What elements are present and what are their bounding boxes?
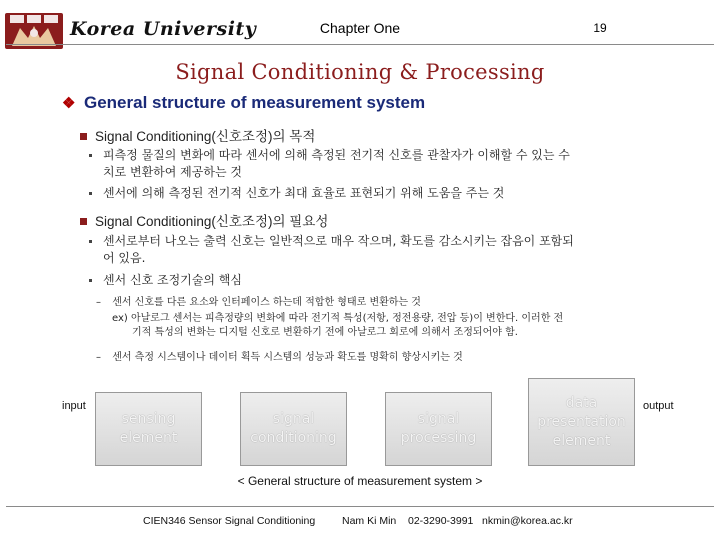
sub-item-text: 센서 측정 시스템이나 데이터 획득 시스템의 성능과 확도를 명확히 향상시키는 것 — [112, 352, 463, 363]
footer-divider — [6, 506, 714, 507]
bullet-dot-icon — [89, 240, 92, 243]
group-heading-text: Signal Conditioning(신호조정)의 필요성 — [95, 214, 329, 229]
sub-item — [96, 296, 696, 310]
footer-course: CIEN346 Sensor Signal Conditioning — [143, 515, 316, 527]
university-name: Korea University — [70, 18, 257, 40]
list-item — [103, 185, 683, 202]
dash-bullet: – — [96, 352, 101, 363]
group-heading-text: Signal Conditioning(신호조정)의 목적 — [95, 129, 316, 144]
bullet-dot-icon — [89, 154, 92, 157]
block-signal-processing — [385, 392, 492, 466]
footer-phone: 02-3290-3991 — [408, 515, 474, 527]
block-data-presentation-element — [528, 378, 635, 466]
block-label: processing — [400, 430, 477, 446]
square-bullet-icon — [80, 133, 87, 140]
diamond-bullet-icon: ❖ — [62, 95, 76, 112]
square-bullet-icon — [80, 218, 87, 225]
group-heading-purpose — [80, 125, 315, 145]
sub-item — [96, 351, 696, 365]
item-line: 치로 변환하여 제공하는 것 — [103, 165, 242, 179]
section-heading — [62, 93, 425, 113]
block-sensing-element — [95, 392, 202, 466]
example-text — [112, 312, 707, 340]
block-label: sensing — [121, 411, 176, 427]
list-item — [103, 233, 683, 267]
footer-email: nkmin@korea.ac.kr — [482, 515, 573, 527]
input-label: input — [62, 400, 86, 412]
block-label: signal — [417, 411, 460, 427]
output-label: output — [643, 400, 674, 412]
item-line: 피측정 물질의 변화에 따라 센서에 의해 측정된 전기적 신호를 관찰자가 이해할 수 있는 수 — [103, 148, 570, 162]
item-line: 센서에 의해 측정된 전기적 신호가 최대 효율로 표현되기 위해 도움을 주는 것 — [103, 186, 505, 200]
list-item — [103, 272, 683, 289]
diagram-caption: < General structure of measurement system > — [237, 474, 483, 488]
block-label: conditioning — [250, 430, 337, 446]
list-item — [103, 147, 683, 181]
block-label: signal — [272, 411, 315, 427]
header-divider — [6, 44, 714, 45]
slide-title: Signal Conditioning & Processing — [175, 60, 545, 84]
sub-item-text: 센서 신호를 다른 요소와 인터페이스 하는데 적합한 형태로 변환하는 것 — [112, 297, 421, 308]
example-line: ex) 아날로그 센서는 피측정량의 변화에 따라 전기적 특성(저항, 정전용량, 전압 등)이 변한다. 이러한 전 — [112, 313, 564, 324]
group-heading-necessity — [80, 210, 328, 230]
example-line: 기적 특성의 변화는 디지털 신호로 변환하기 전에 아날로그 회로에 의해서 조정되어야 함. — [132, 327, 518, 338]
block-label: element — [552, 432, 611, 449]
block-signal-conditioning — [240, 392, 347, 466]
block-label: element — [119, 430, 178, 446]
item-line: 센서 신호 조정기술의 핵심 — [103, 273, 242, 287]
section-heading-text: General structure of measurement system — [84, 93, 426, 112]
item-line: 어 있음. — [103, 251, 146, 265]
footer-author: Nam Ki Min — [342, 515, 397, 527]
bullet-dot-icon — [89, 192, 92, 195]
block-label: presentation — [537, 413, 626, 430]
item-line: 센서로부터 나오는 출력 신호는 일반적으로 매우 작으며, 확도를 감소시키는 잡음이 포함되 — [103, 234, 574, 248]
chapter-label: Chapter One — [319, 20, 401, 36]
block-label: data — [565, 394, 598, 411]
page-number: 19 — [593, 21, 607, 35]
dash-bullet: – — [96, 297, 101, 308]
bullet-dot-icon — [89, 279, 92, 282]
